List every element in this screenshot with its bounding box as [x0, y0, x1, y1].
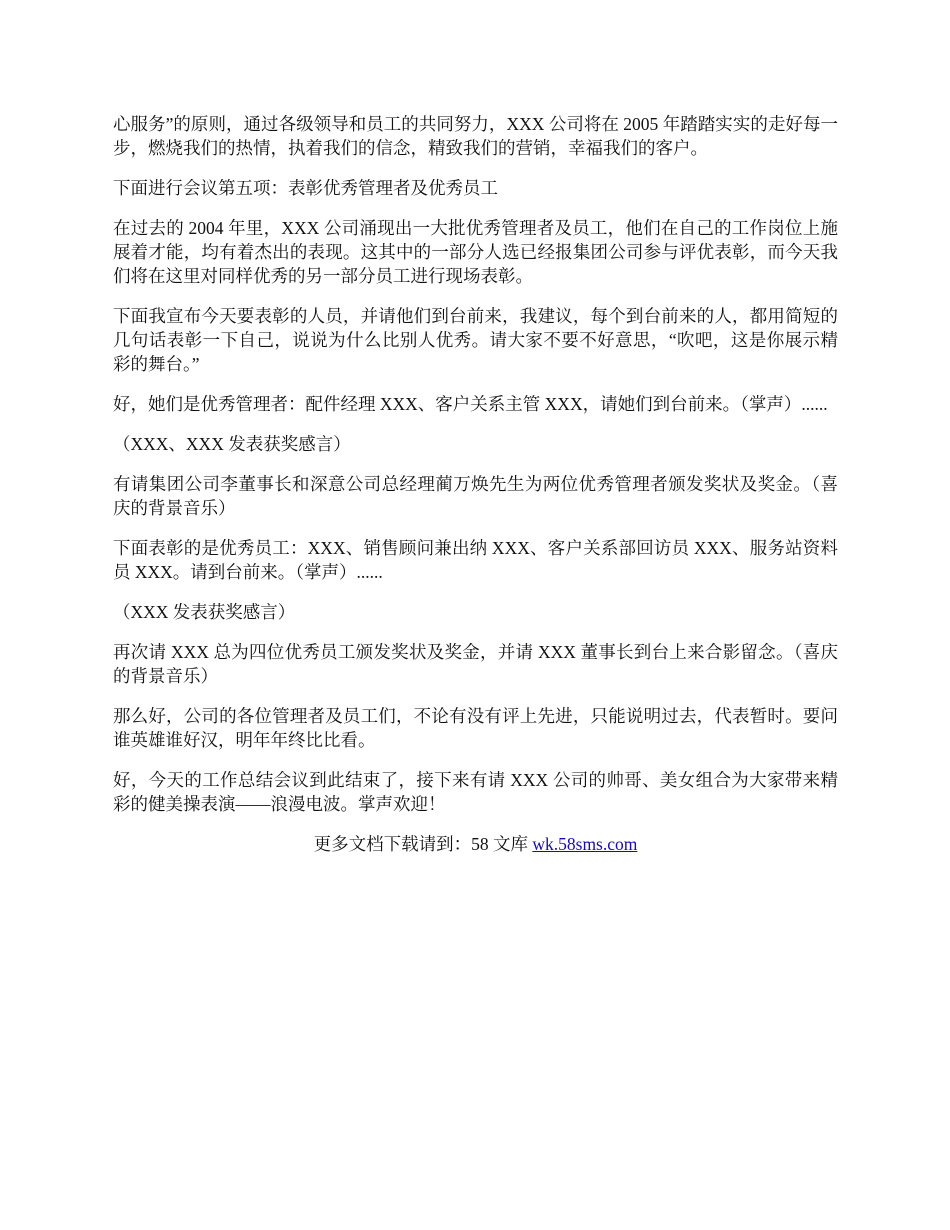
paragraph: 在过去的 2004 年里，XXX 公司涌现出一大批优秀管理者及员工，他们在自己的工作岗位上施展着才能，均有着杰出的表现。这其中的一部分人选已经报集团公司参与评优表彰，而今天我们将在这里对同样优秀的另一部分员工进行现场表彰。 [113, 218, 838, 286]
paragraph: 下面我宣布今天要表彰的人员，并请他们到台前来，我建议，每个到台前来的人，都用简短的几句话表彰一下自己，说说为什么比别人优秀。请大家不要不好意思，“吹吧，这是你展示精彩的舞台。” [113, 306, 838, 374]
paragraph: （XXX、XXX 发表获奖感言） [113, 434, 351, 454]
paragraph: （XXX 发表获奖感言） [113, 602, 296, 622]
paragraph: 好，今天的工作总结会议到此结束了，接下来有请 XXX 公司的帅哥、美女组合为大家带来精彩的健美操表演——浪漫电波。掌声欢迎！ [113, 770, 838, 814]
section-heading: 下面进行会议第五项：表彰优秀管理者及优秀员工 [113, 178, 498, 198]
download-footer [113, 832, 838, 856]
paragraph: 有请集团公司李董事长和深意公司总经理蔺万焕先生为两位优秀管理者颁发奖状及奖金。（喜庆的背景音乐） [113, 474, 838, 518]
footer-link[interactable]: wk.58sms.com [532, 834, 638, 854]
paragraph: 心服务”的原则，通过各级领导和员工的共同努力，XXX 公司将在 2005 年踏踏实实的走好每一步，燃烧我们的热情，执着我们的信念，精致我们的营销，幸福我们的客户。 [113, 114, 838, 158]
paragraph: 那么好，公司的各位管理者及员工们，不论有没有评上先进，只能说明过去，代表暂时。要问谁英雄谁好汉，明年年终比比看。 [113, 706, 838, 750]
document-body [113, 112, 838, 872]
paragraph: 下面表彰的是优秀员工：XXX、销售顾问兼出纳 XXX、客户关系部回访员 XXX、服务站资料员 XXX。请到台前来。（掌声）...... [113, 538, 838, 582]
paragraph: 再次请 XXX 总为四位优秀员工颁发奖状及奖金，并请 XXX 董事长到台上来合影留念。（喜庆的背景音乐） [113, 642, 838, 686]
paragraph: 好，她们是优秀管理者：配件经理 XXX、客户关系主管 XXX，请她们到台前来。（掌声）...... [113, 394, 828, 414]
footer-prefix: 更多文档下载请到：58 文库 [313, 834, 533, 854]
